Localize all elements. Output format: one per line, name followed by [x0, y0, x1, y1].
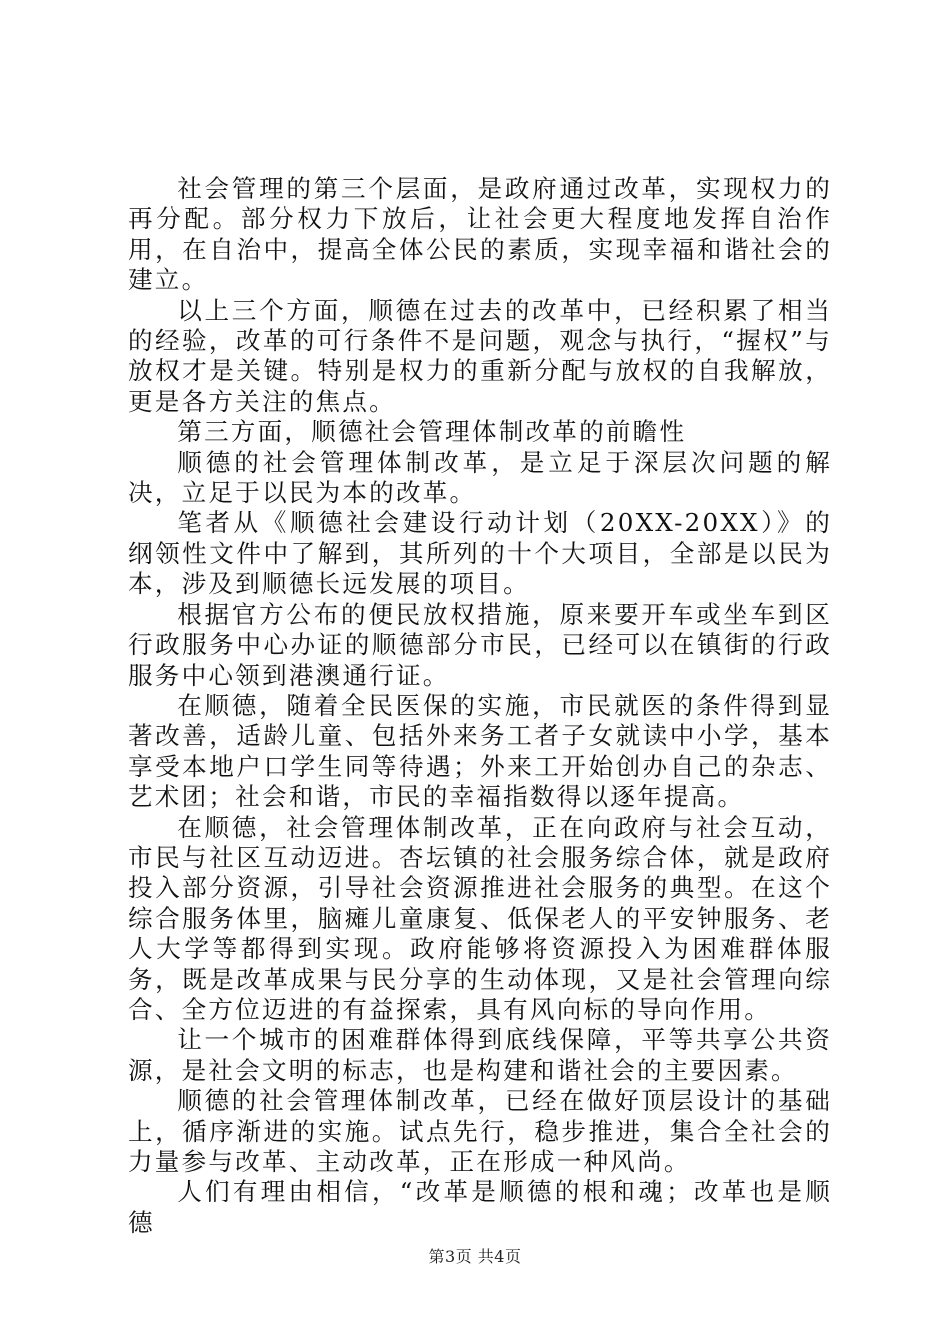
paragraph-reform-basis: 顺德的社会管理体制改革，是立足于深层次问题的解决，立足于以民为本的改革。: [128, 447, 832, 508]
paragraph-action-plan: 笔者从《顺德社会建设行动计划（20XX-20XX）》的纲领性文件中了解到，其所列的十个大项目，全部是以民为本，涉及到顺德长远发展的项目。: [128, 508, 832, 599]
page-number-footer: 第3页 共4页: [428, 1247, 522, 1266]
paragraph-closing: 人们有理由相信，“改革是顺德的根和魂；改革也是顺德: [128, 1177, 832, 1237]
paragraph-social-interaction: 在顺德，社会管理体制改革，正在向政府与社会互动，市民与社区互动迈进。杏坛镇的社会服务综合体，就是政府投入部分资源，引导社会资源推进社会服务的典型。在这个综合服务体里，脑瘫儿童康复、低保老人的平安钟服务、老人大学等都得到实现。政府能够将资源投入为困难群体服务，既是改革成果与民分享的生动体现，又是社会管理向综合、全方位迈进的有益探索，具有风向标的导向作用。: [128, 812, 832, 1024]
paragraph-three-aspects: 以上三个方面，顺德在过去的改革中，已经积累了相当的经验，改革的可行条件不是问题，观念与执行，“握权”与放权才是关键。特别是权力的重新分配与放权的自我解放，更是各方关注的焦点。: [128, 295, 832, 416]
paragraph-top-level-design: 顺德的社会管理体制改革，已经在做好顶层设计的基础上，循序渐进的实施。试点先行，稳步推进，集合全社会的力量参与改革、主动改革，正在形成一种风尚。: [128, 1086, 832, 1176]
paragraph-vulnerable-groups: 让一个城市的困难群体得到底线保障，平等共享公共资源，是社会文明的标志，也是构建和谐社会的主要因素。: [128, 1025, 832, 1085]
paragraph-medical-insurance: 在顺德，随着全民医保的实施，市民就医的条件得到显著改善，适龄儿童、包括外来务工者子女就读中小学，基本享受本地户口学生同等待遇；外来工开始创办自己的杂志、艺术团；社会和谐，市民的幸福指数得以逐年提高。: [128, 690, 832, 812]
paragraph-convenience-measures: 根据官方公布的便民放权措施，原来要开车或坐车到区行政服务中心办证的顺德部分市民，已经可以在镇街的行政服务中心领到港澳通行证。: [128, 599, 832, 690]
document-body: [128, 174, 832, 1238]
paragraph-section-heading: 第三方面，顺德社会管理体制改革的前瞻性: [177, 417, 687, 447]
paragraph-third-level: 社会管理的第三个层面，是政府通过改革，实现权力的再分配。部分权力下放后，让社会更大程度地发挥自治作用，在自治中，提高全体公民的素质，实现幸福和谐社会的建立。: [128, 174, 832, 295]
